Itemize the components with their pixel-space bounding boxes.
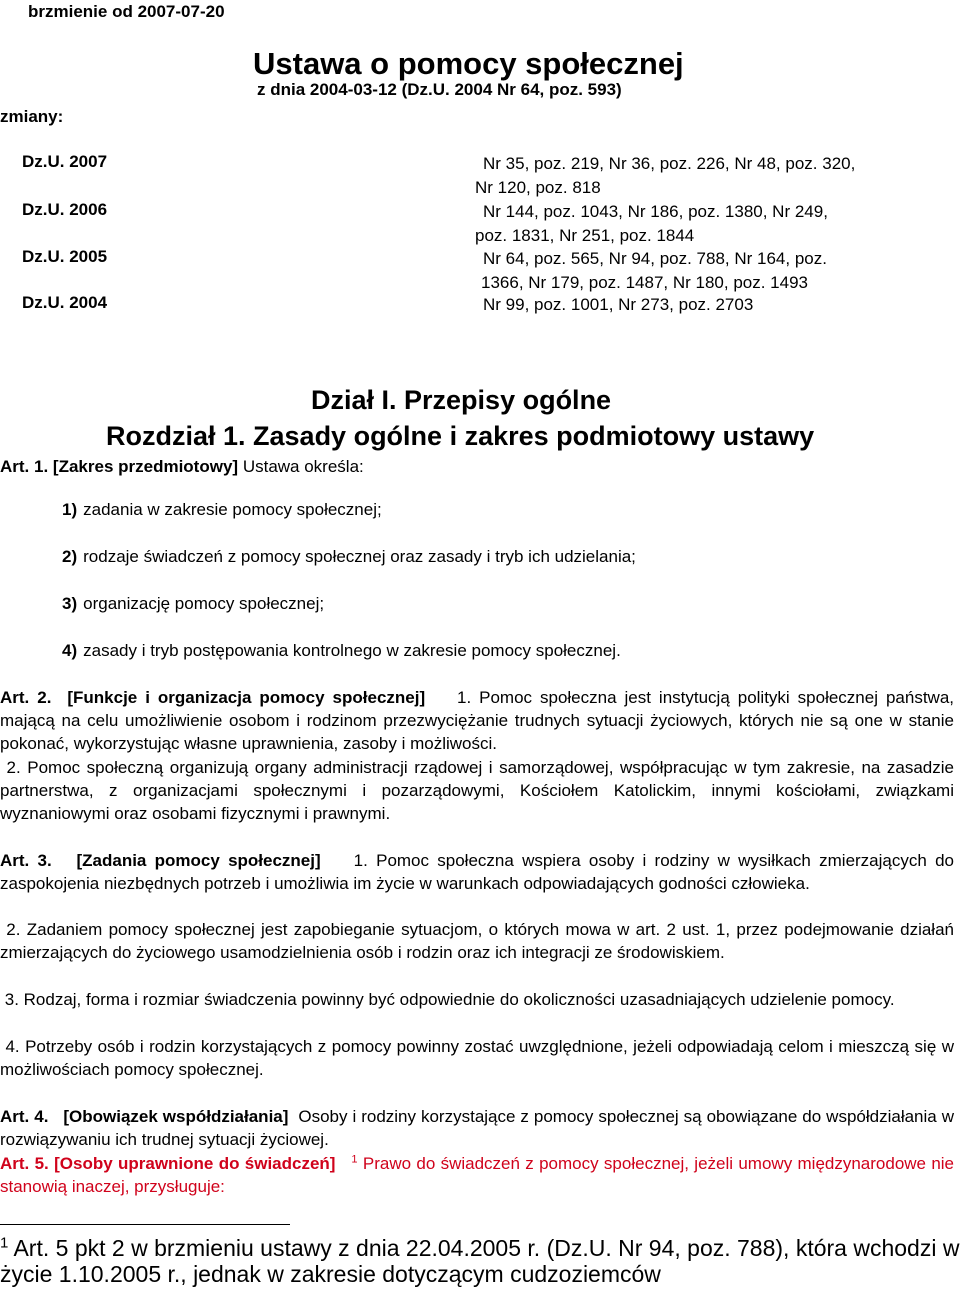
article-4	[0, 1105, 954, 1151]
amendment-ref-line: Nr 99, poz. 1001, Nr 273, poz. 2703	[483, 295, 754, 314]
document-status: brzmienie od 2007-07-20	[28, 2, 225, 21]
article-3	[0, 849, 954, 895]
article-number: Art. 1.	[0, 457, 49, 476]
article-paragraph	[0, 988, 954, 1011]
footnote	[0, 1235, 960, 1287]
amendment-year: Dz.U. 2004	[22, 293, 108, 312]
amendment-refs	[475, 293, 945, 317]
list-item	[62, 594, 324, 614]
article-heading: [Zadania pomocy społecznej]	[76, 851, 321, 870]
amendment-ref-line: Nr 64, poz. 565, Nr 94, poz. 788, Nr 164, poz.	[483, 249, 827, 268]
list-item	[62, 547, 636, 567]
footnote-text: Art. 5 pkt 2 w brzmieniu ustawy z dnia 22.04.2005 r. (Dz.U. Nr 94, poz. 788), która wchodzi w życie 1.10.2005 r., jednak w zakresie dotyczącym cudzoziemców	[0, 1235, 960, 1287]
article-number: Art. 4.	[0, 1107, 49, 1126]
amendment-refs	[475, 200, 945, 248]
article-paragraph: Prawo do świadczeń z pomocy społecznej, jeżeli umowy międzynarodowe nie stanowią inaczej, przysługuje:	[0, 1154, 955, 1197]
chapter-heading: Rozdział 1. Zasady ogólne i zakres podmiotowy ustawy	[106, 421, 815, 451]
amendment-refs	[475, 152, 945, 200]
article-paragraph	[0, 918, 954, 964]
footnote-reference[interactable]: 1	[351, 1153, 358, 1166]
list-item-text: organizację pomocy społecznej;	[83, 594, 325, 613]
list-item-number: 1)	[62, 500, 78, 519]
article-paragraph-text: 3. Rodzaj, forma i rozmiar świadczenia powinny być odpowiednie do okoliczności uzasadniających udzielenie pomocy.	[4, 990, 895, 1009]
article-heading: [Osoby uprawnione do świadczeń]	[54, 1154, 336, 1173]
article-heading: [Zakres przedmiotowy]	[52, 457, 239, 476]
article-paragraph-text: 4. Potrzeby osób i rodzin korzystających z pomocy powinny zostać uwzględnione, jeżeli odpowiadają celom i mieszczą się w możliwościach pomocy społecznej.	[0, 1037, 954, 1080]
article-number: Art. 3.	[0, 851, 52, 870]
article-number: Art. 5.	[0, 1154, 49, 1173]
list-item-text: zasady i tryb postępowania kontrolnego w zakresie pomocy społecznej.	[83, 641, 621, 660]
article-paragraph	[0, 756, 954, 826]
amendment-year: Dz.U. 2005	[22, 247, 108, 266]
amendment-ref-line: Nr 120, poz. 818	[475, 178, 601, 197]
article-paragraph: Osoby i rodziny korzystające z pomocy społecznej są obowiązane do współdziałania w rozwiązywaniu ich trudnej sytuacji życiowej.	[0, 1107, 954, 1150]
article-paragraph: 1. Pomoc społeczna jest instytucją polityki społecznej państwa, mającą na celu umożliwienie osobom i rodzinom przezwyciężanie trudnych sytuacji życiowych, których nie są one w stanie pokonać, wykorzystując własne uprawnienia, zasoby i możliwości.	[0, 688, 954, 754]
article-paragraph	[0, 1035, 954, 1081]
amendment-ref-line: Nr 144, poz. 1043, Nr 186, poz. 1380, Nr 249,	[483, 202, 828, 221]
list-item-text: rodzaje świadczeń z pomocy społecznej oraz zasady i tryb ich udzielania;	[83, 547, 636, 566]
list-item-text: zadania w zakresie pomocy społecznej;	[83, 500, 382, 519]
article-paragraph-text: 2. Zadaniem pomocy społecznej jest zapobieganie sytuacjom, o których mowa w art. 2 ust. 1, przez podejmowanie działań zmierzających do życiowego usamodzielnienia osób i rodzin oraz ich integracji ze środowiskiem.	[0, 920, 954, 963]
list-item	[62, 500, 382, 520]
amendment-year: Dz.U. 2007	[22, 152, 108, 171]
list-item-number: 4)	[62, 641, 78, 660]
document-title: Ustawa o pomocy społecznej	[253, 46, 684, 81]
article-heading: [Obowiązek współdziałania]	[63, 1107, 289, 1126]
amendment-ref-line: poz. 1831, Nr 251, poz. 1844	[475, 226, 695, 245]
amendment-ref-line: 1366, Nr 179, poz. 1487, Nr 180, poz. 1493	[481, 273, 809, 292]
footnote-number: 1	[0, 1234, 9, 1252]
amendment-year: Dz.U. 2006	[22, 200, 108, 219]
amendment-refs	[475, 247, 945, 295]
article-5	[0, 1152, 954, 1198]
document-subtitle: z dnia 2004-03-12 (Dz.U. 2004 Nr 64, poz. 593)	[257, 80, 622, 99]
list-item-number: 2)	[62, 547, 78, 566]
article-paragraph: 1. Pomoc społeczna wspiera osoby i rodziny w wysiłkach zmierzających do zaspokojenia niezbędnych potrzeb i umożliwia im życie w warunkach odpowiadających godności człowieka.	[0, 851, 954, 894]
article-heading: [Funkcje i organizacja pomocy społecznej]	[67, 688, 426, 707]
article-2	[0, 686, 954, 756]
list-item-number: 3)	[62, 594, 78, 613]
article-paragraph-text: 2. Pomoc społeczną organizują organy administracji rządowej i samorządowej, współpracując w tym zakresie, na zasadzie partnerstwa, z organizacjami społecznymi i pozarządowymi, Kościołem Katolickim, innymi kościołami, związkami wyznaniowymi oraz osobami fizycznymi i prawnymi.	[0, 758, 954, 824]
list-item	[62, 641, 621, 661]
article-1	[0, 455, 954, 478]
section-heading: Dział I. Przepisy ogólne	[311, 385, 612, 415]
amendments-label: zmiany:	[0, 107, 64, 126]
amendment-ref-line: Nr 35, poz. 219, Nr 36, poz. 226, Nr 48, poz. 320,	[483, 154, 856, 173]
footnote-divider	[0, 1224, 290, 1225]
article-number: Art. 2.	[0, 688, 52, 707]
article-intro: Ustawa określa:	[242, 457, 364, 476]
